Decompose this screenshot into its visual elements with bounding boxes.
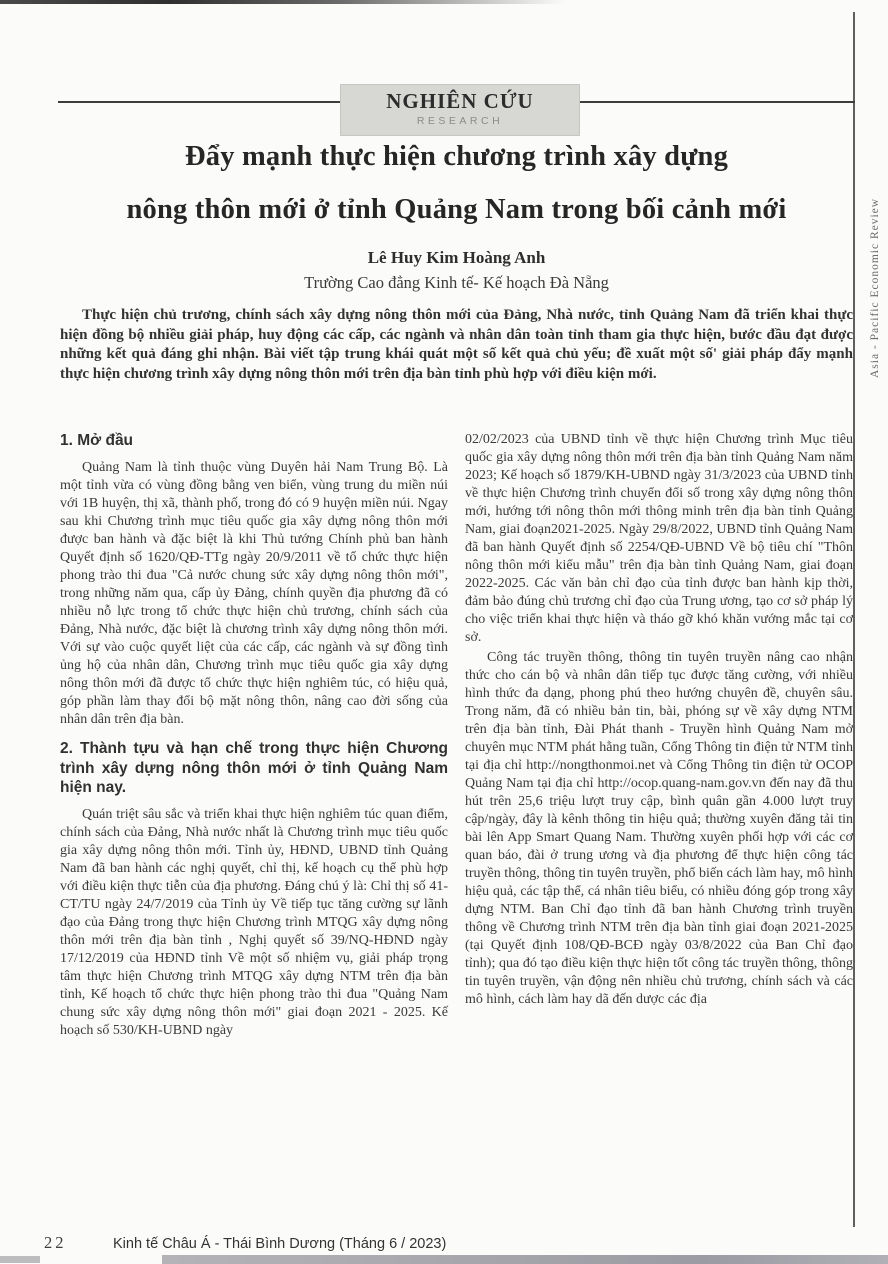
article-title <box>58 143 855 224</box>
abstract-block <box>60 306 853 384</box>
section-1-paragraph: Quảng Nam là tỉnh thuộc vùng Duyên hải Nam Trung Bộ. Là một tỉnh vừa có vùng đồng bằng ven biển, vùng trung du miền núi với 1B huyện, thị xã, thành phố, trong đó có 9 huyện miền núi. Ngay sau khi Chương trình mục tiêu quốc gia xây dựng nông thôn mới được ban hành và đặc biệt là khi Thủ tướng Chính phủ ban hành Quyết định số 1620/QĐ-TTg ngày 20/9/2011 về tổ chức thực hiện phong trào thi đua "Cả nước chung sức xây dựng nông thôn mới", trong những năm qua, cấp ủy Đảng, chính quyền địa phương đã có nhiều nỗ lực trong tổ chức thực hiện chủ trương, chính sách của Đảng, Nhà nước, đặc biệt là chương trình xây dựng nông thôn mới. Với sự vào cuộc quyết liệt của các cấp, các ngành và sự đồng tình ủng hộ của nhân dân, Chương trình mục tiêu quốc gia xây dựng nông thôn mới đã được tổ chức thực hiện nghiêm túc, có hiệu quả, góp phần làm thay đổi bộ mặt nông thôn, nâng cao đời sống của nhân dân trên địa bàn. <box>60 460 448 728</box>
footer-scan-band-stub <box>0 1256 40 1263</box>
research-tag-label: NGHIÊN CỨU <box>386 89 534 113</box>
research-tag-box <box>340 84 580 136</box>
author-name: Lê Huy Kim Hoàng Anh <box>367 248 546 267</box>
section-1-heading: 1. Mở đầu <box>60 432 134 449</box>
journal-side-label: Asia - Pacific Economic Review <box>869 197 881 378</box>
article-body-columns <box>60 431 853 1209</box>
footer-journal-title: Kinh tế Châu Á - Thái Bình Dương (Tháng 6 / 2023) <box>113 1236 447 1252</box>
section-2-heading: 2. Thành tựu và hạn chế trong thực hiện Chương trình xây dựng nông thôn mới ở tỉnh Quảng Nam hiện nay. <box>60 740 448 796</box>
column-left <box>60 431 448 1209</box>
footer-page-number: 22 <box>44 1233 67 1252</box>
article-title-line1: Đẩy mạnh thực hiện chương trình xây dựng <box>184 141 729 172</box>
scan-artifact-top-line <box>0 0 565 4</box>
research-tag-sublabel: RESEARCH <box>416 115 504 127</box>
communications-paragraph: Công tác truyền thông, thông tin tuyên truyền nâng cao nhận thức cho cán bộ và nhân dân tiếp tục được tăng cường, với nhiều hình thức đa dạng, phong phú theo hướng chuyên đề, chuyên sâu. Trong năm, đã có nhiều bản tin, bài, phóng sự về xây dựng NTM trên địa bàn tỉnh, Đài Phát thanh - Truyền hình Quảng Nam mở chuyên mục NTM phát hằng tuần, Cổng Thông tin điện tử NTM tỉnh tại địa chỉ http://nongthonmoi.net và Cổng Thông tin điện tử OCOP Quảng Nam tại địa chỉ http://ocop.quang-nam.gov.vn đến nay đã thu hút trên 25,6 triệu lượt truy cập, bình quân gần 4.000 lượt truy cập/ngày, đây là kênh thông tin hiệu quả; thường xuyên đăng tải tin bài lên App Smart Quang Nam. Thường xuyên phối hợp với các cơ quan báo, đài ở trung ương và địa phương để thực hiện công tác truyền thông, thông tin tuyên truyền, phổ biến cách làm hay, mô hình hiệu quả, các tập thể, cá nhân tiêu biểu, có nhiều đóng góp trong xây dựng NTM. Ban Chỉ đạo tỉnh đã ban hành Chương trình truyền thông về Chương trình NTM trên địa bàn tỉnh giai đoạn 2021-2025 (tại Quyết định 108/QĐ-BCĐ ngày 03/8/2022 của Ban Chỉ đạo tỉnh); qua đó tạo điều kiện thực hiện tốt công tác truyền thông, thông tin tuyên truyền, vận động nên nhiều chủ trương, chính sách và các mô hình, cách làm hay dã đến dược các địa <box>465 649 853 1007</box>
section-2-paragraph: Quán triệt sâu sắc và triển khai thực hiện nghiêm túc quan điểm, chính sách của Đảng, Nhà nước nhất là Chương trình mục tiêu quốc gia xây dựng nông thôn mới. Tỉnh ủy, HĐND, UBND tỉnh Quảng Nam đã ban hành các nghị quyết, chỉ thị, kế hoạch cụ thể phù hợp với điều kiện thực tiễn của địa phương. Đáng chú ý là: Chỉ thị số 41-CT/TU ngày 24/7/2019 của Tỉnh ủy Về tiếp tục tăng cường sự lãnh đạo của Đảng trong thực hiện Chương trình MTQG xây dựng nông thôn mới trên địa bàn tỉnh , Nghị quyết số 39/NQ-HĐND ngày 17/12/2019 của HĐND tỉnh Về một số nhiệm vụ, giải pháp trọng tâm thực hiện Chương trình MTQG xây dựng NTM trên địa bàn tỉnh, Kế hoạch tổ chức thực hiện phong trào thi đua "Quảng Nam chung sức xây dựng nông thôn mới" giai đoạn 2021 - 2025. Kế hoạch số 530/KH-UBND ngày <box>60 807 448 1039</box>
abstract-paragraph: Thực hiện chủ trương, chính sách xây dựng nông thôn mới của Đảng, Nhà nước, tỉnh Quảng Nam đã triển khai thực hiện đồng bộ nhiều giải pháp, huy động các cấp, các ngành và nhân dân toàn tỉnh tham gia thực hiện, bước đầu đạt được những kết quả đáng ghi nhận. Bài viết tập trung khái quát một số kết quả chủ yếu; đề xuất một số' giải pháp đẩy mạnh thực hiện chương trình xây dựng nông thôn mới trên địa bàn tỉnh phù hợp với điều kiện mới. <box>60 307 853 382</box>
section-2-continuation-paragraph: 02/02/2023 của UBND tỉnh về thực hiện Chương trình Mục tiêu quốc gia xây dựng nông thôn mới trên địa bàn tỉnh Quảng Nam năm 2023; Kế hoạch số 1879/KH-UBND ngày 31/3/2023 của UBND tỉnh về thực hiện Chương trình chuyển đổi số trong xây dựng nông thôn mới, hướng tới nông thôn mới thông minh trên địa bàn tỉnh Quảng Nam, giai đoạn2021-2025. Ngày 29/8/2022, UBND tỉnh Quảng Nam đã ban hành Quyết định số 2254/QĐ-UBND Về bộ tiêu chí "Thôn nông thôn mới kiểu mẫu" trên địa bàn tỉnh Quảng Nam, giai đoạn 2022-2025. Các văn bản chỉ đạo của tỉnh được ban hành kịp thời, đảm bảo đúng chủ trương chỉ đạo của Trung ương, tạo cơ sở pháp lý cho việc triển khai thực hiện và tháo gỡ khó khăn vướng mắc tại cơ sở. <box>465 432 853 645</box>
article-title-line2: nông thôn mới ở tỉnh Quảng Nam trong bối cảnh mới <box>126 193 787 225</box>
author-affiliation: Trường Cao đẳng Kinh tế- Kế hoạch Đà Nẵng <box>304 273 609 292</box>
footer-scan-band <box>162 1255 888 1264</box>
column-right <box>465 431 853 1209</box>
